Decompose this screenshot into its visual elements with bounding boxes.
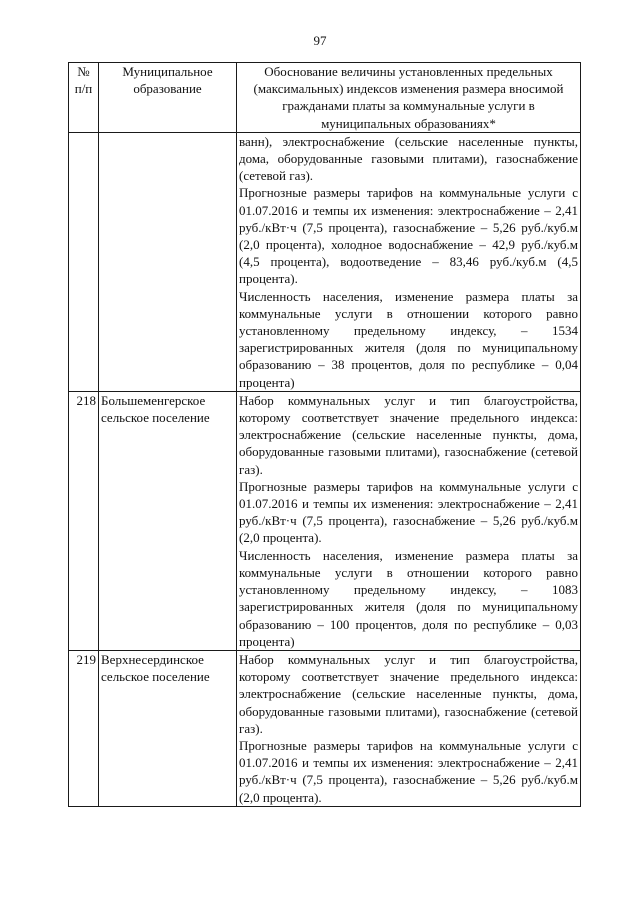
table-header-row (69, 63, 581, 133)
tariff-justification-table (68, 62, 581, 807)
table-row (69, 132, 581, 391)
justification-paragraph: Прогнозные размеры тарифов на коммунальные услуги с 01.07.2016 и темпы их изменения: электроснабжение – 2,41 руб./кВт·ч (7,5 процента), газоснабжение – 5,26 руб./куб.м (2,0 процента), холодное водоснабжение – 42,9 руб./куб.м (4,5 процента), водоотведение – 83,46 руб./куб.м (4,5 процента). (239, 185, 578, 287)
justification-paragraph: Набор коммунальных услуг и тип благоустройства, которому соответствует значение предельного индекса: электроснабжение (сельские населенные пункты, дома, оборудованные газовыми плитами), газоснабжение (сетевой газ). (239, 651, 578, 736)
table-row (69, 650, 581, 806)
header-justification: Обоснование величины установленных предельных (максимальных) индексов изменения размера вносимой гражданами платы за коммунальные услуги в муниципальных образованиях* (237, 63, 581, 133)
justification-paragraph: ванн), электроснабжение (сельские населенные пункты, дома, оборудованные газовыми плитами), газоснабжение (сетевой газ). (239, 133, 578, 184)
row-municipality: Большеменгерское сельское поселение (99, 391, 237, 650)
row-number: 218 (69, 391, 99, 650)
table-row (69, 391, 581, 650)
page-number: 97 (313, 33, 327, 48)
row-justification (237, 650, 581, 806)
justification-paragraph: Численность населения, изменение размера платы за коммунальные услуги в отношении которого равно установленному предельному индексу, – 1534 зарегистрированных жителя (доля по муниципальному образованию – 38 процентов, доля по республике – 0,04 процента) (239, 288, 578, 390)
justification-paragraph: Численность населения, изменение размера платы за коммунальные услуги в отношении которого равно установленному предельному индексу, – 1083 зарегистрированных жителя (доля по муниципальному образованию – 100 процентов, доля по республике – 0,03 процента) (239, 547, 578, 649)
row-municipality: Верхнесердинское сельское поселение (99, 650, 237, 806)
justification-paragraph: Набор коммунальных услуг и тип благоустройства, которому соответствует значение предельного индекса: электроснабжение (сельские населенные пункты, дома, оборудованные газовыми плитами), газоснабжение (сетевой газ). (239, 392, 578, 477)
header-number: № п/п (69, 63, 99, 133)
row-number (69, 132, 99, 391)
header-municipality: Муниципальное образование (99, 63, 237, 133)
row-justification (237, 391, 581, 650)
justification-paragraph: Прогнозные размеры тарифов на коммунальные услуги с 01.07.2016 и темпы их изменения: электроснабжение – 2,41 руб./кВт·ч (7,5 процента), газоснабжение – 5,26 руб./куб.м (2,0 процента). (239, 478, 578, 546)
row-municipality (99, 132, 237, 391)
row-number: 219 (69, 650, 99, 806)
justification-paragraph: Прогнозные размеры тарифов на коммунальные услуги с 01.07.2016 и темпы их изменения: электроснабжение – 2,41 руб./кВт·ч (7,5 процента), газоснабжение – 5,26 руб./куб.м (2,0 процента). (239, 737, 578, 805)
row-justification (237, 132, 581, 391)
